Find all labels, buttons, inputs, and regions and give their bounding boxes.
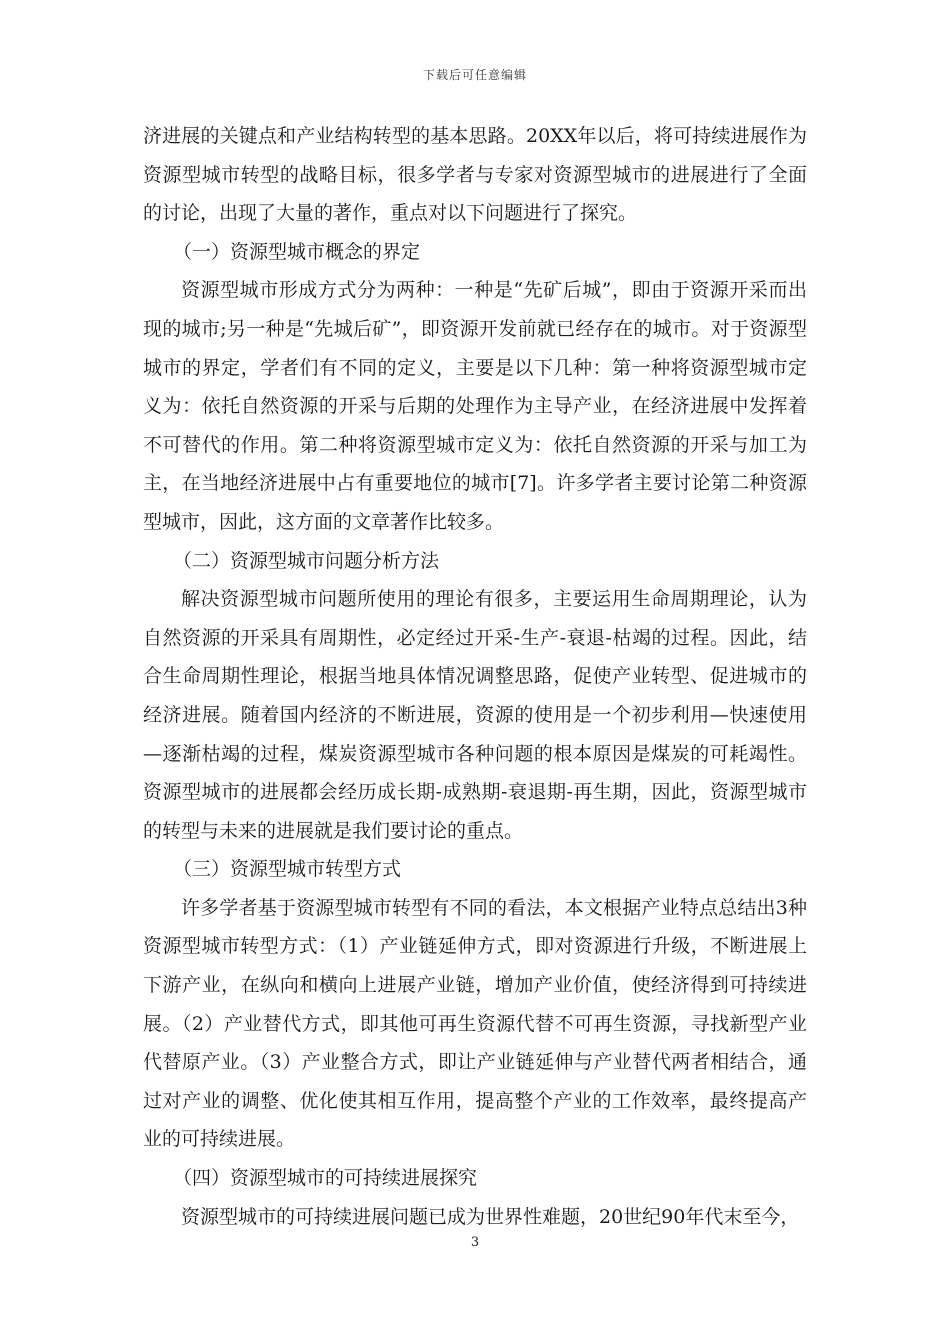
paragraph-transformation: 许多学者基于资源型城市转型有不同的看法，本文根据产业特点总结出3种资源型城市转型方式：（1）产业链延伸方式，即对资源进行升级，不断进展上下游产业，在纵向和横向上进展产业链，增加产业价值，使经济得到可持续进展。（2）产业替代方式，即其他可再生资源代替不可再生资源，寻找新型产业代替原产业。（3）产业整合方式，即让产业链延伸与产业替代两者相结合，通过对产业的调整、优化使其相互作用，提高整个产业的工作效率，最终提高产业的可持续进展。 — [143, 896, 807, 1151]
body-text — [143, 117, 807, 1236]
paragraph-continuation: 济进展的关键点和产业结构转型的基本思路。20XX年以后，将可持续进展作为资源型城市转型的战略目标，很多学者与专家对资源型城市的进展进行了全面的讨论，出现了大量的著作，重点对以下问题进行了探究。 — [143, 125, 807, 225]
section-heading-2: （二）资源型城市问题分析方法 — [173, 549, 440, 572]
page-header: 下载后可任意编辑 — [422, 68, 527, 82]
paragraph-sustainable: 资源型城市的可持续进展问题已成为世界性难题，20世纪90年代末至今， — [181, 1205, 800, 1228]
page-number: 3 — [470, 1235, 480, 1250]
paragraph-analysis-method: 解决资源型城市问题所使用的理论有很多，主要运用生命周期理论，认为自然资源的开采具有周期性，必定经过开采-生产-衰退-枯竭的过程。因此，结合生命周期性理论，根据当地具体情况调整思路，促使产业转型、促进城市的经济进展。随着国内经济的不断进展，资源的使用是一个初步利用—快速使用—逐渐枯竭的过程，煤炭资源型城市各种问题的根本原因是煤炭的可耗竭性。资源型城市的进展都会经历成长期-成熟期-衰退期-再生期，因此，资源型城市的转型与未来的进展就是我们要讨论的重点。 — [143, 588, 807, 842]
section-heading-4: （四）资源型城市的可持续进展探究 — [173, 1167, 478, 1190]
section-heading-3: （三）资源型城市转型方式 — [173, 858, 402, 881]
section-heading-1: （一）资源型城市概念的界定 — [173, 240, 421, 263]
paragraph-definition: 资源型城市形成方式分为两种：一种是“先矿后城”，即由于资源开采而出现的城市;另一种是“先城后矿”，即资源开发前就已经存在的城市。对于资源型城市的界定，学者们有不同的定义，主要是以下几种：第一种将资源型城市定义为：依托自然资源的开采与后期的处理作为主导产业，在经济进展中发挥着不可替代的作用。第二种将资源型城市定义为：依托自然资源的开采与加工为主，在当地经济进展中占有重要地位的城市[7]。许多学者主要讨论第二种资源型城市，因此，这方面的文章著作比较多。 — [143, 279, 807, 533]
